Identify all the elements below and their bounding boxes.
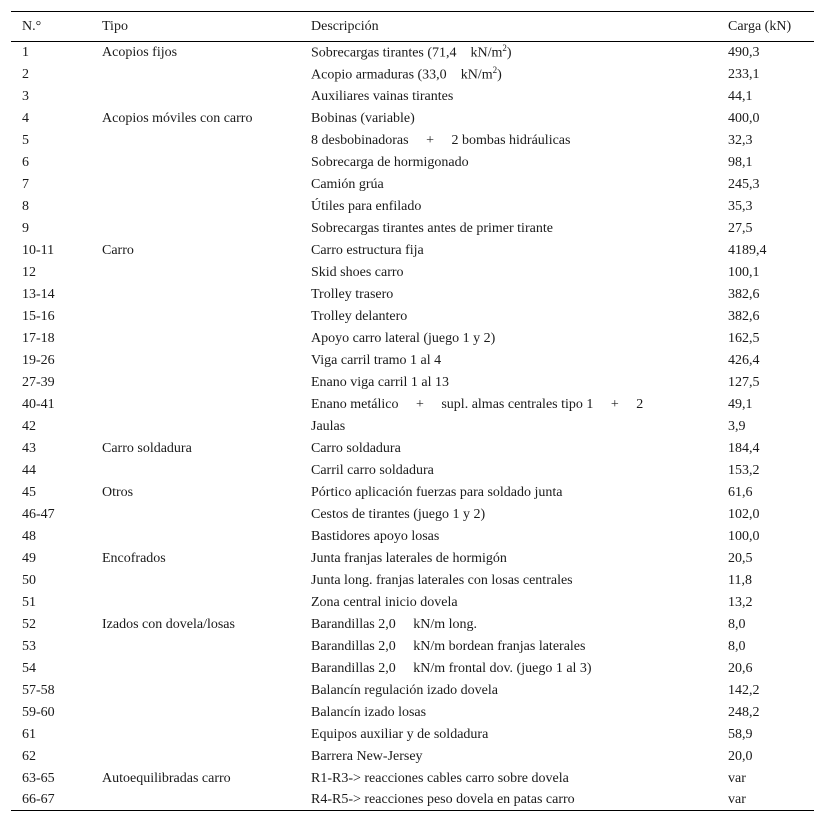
- cell-carga: 20,0: [728, 748, 753, 764]
- cell-carga: 142,2: [728, 682, 760, 698]
- cell-tipo: [102, 86, 311, 108]
- cell-descripcion: Junta franjas laterales de hormigón: [311, 550, 507, 566]
- cell-carga: 490,3: [728, 44, 760, 60]
- table-row: [11, 570, 814, 592]
- desc-text: Sobrecargas tirantes (71,4: [311, 46, 457, 62]
- cell-descripcion: 8 desbobinadoras + 2 bombas hidráulicas: [311, 132, 571, 148]
- cell-carga: 382,6: [728, 286, 760, 302]
- cell-no: 54: [22, 660, 36, 676]
- cell-tipo: [102, 350, 311, 372]
- desc-unit: kN/m: [470, 46, 503, 62]
- cell-carga: 426,4: [728, 352, 760, 368]
- cell-tipo: Autoequilibradas carro: [102, 770, 231, 786]
- cell-descripcion: Balancín regulación izado dovela: [311, 682, 498, 698]
- cell-no: 63-65: [22, 770, 55, 786]
- cell-no: 4: [22, 110, 29, 126]
- desc-unit: kN/m: [460, 67, 493, 83]
- cell-no: 13-14: [22, 286, 55, 302]
- cell-no: 48: [22, 528, 36, 544]
- desc-close: ): [506, 46, 512, 62]
- cell-carga: 245,3: [728, 176, 760, 192]
- cell-tipo: [102, 152, 311, 174]
- table-row: [11, 394, 814, 416]
- table-row: [11, 130, 814, 152]
- table-row: [11, 372, 814, 394]
- cell-carga: 382,6: [728, 308, 760, 324]
- cell-carga: 11,8: [728, 572, 752, 588]
- header-descripcion: Descripción: [311, 12, 728, 42]
- cell-carga: 32,3: [728, 132, 753, 148]
- cell-no: 45: [22, 484, 36, 500]
- table-row: [11, 152, 814, 174]
- cell-carga: 4189,4: [728, 242, 767, 258]
- cell-carga: 35,3: [728, 198, 753, 214]
- cell-tipo: Carro: [102, 242, 134, 258]
- cell-no: 62: [22, 748, 36, 764]
- table-header: [11, 12, 814, 42]
- desc-unit-exponent: 2: [502, 43, 507, 54]
- cell-descripcion: Trolley delantero: [311, 308, 408, 324]
- cell-tipo: Encofrados: [102, 550, 166, 566]
- cell-descripcion: Barandillas 2,0 kN/m frontal dov. (juego 1 al 3): [311, 660, 592, 676]
- cell-descripcion: Pórtico aplicación fuerzas para soldado junta: [311, 484, 563, 500]
- table-row: [11, 548, 814, 570]
- cell-tipo: [102, 636, 311, 658]
- cell-carga: 153,2: [728, 462, 760, 478]
- cell-no: 15-16: [22, 308, 55, 324]
- cell-tipo: [102, 218, 311, 240]
- cell-no: 7: [22, 176, 29, 192]
- cell-tipo: [102, 64, 311, 86]
- cell-descripcion: Carril carro soldadura: [311, 462, 434, 478]
- cell-descripcion: Enano viga carril 1 al 13: [311, 374, 450, 390]
- cell-no: 19-26: [22, 352, 55, 368]
- cell-carga: 102,0: [728, 506, 760, 522]
- cell-no: 17-18: [22, 330, 55, 346]
- cell-no: 9: [22, 220, 29, 236]
- cell-descripcion: Sobrecargas tirantes antes de primer tirante: [311, 220, 553, 236]
- table-row: [11, 724, 814, 746]
- cell-no: 59-60: [22, 704, 55, 720]
- cell-descripcion: Viga carril tramo 1 al 4: [311, 352, 442, 368]
- cell-carga: 44,1: [728, 88, 753, 104]
- table-row: [11, 438, 814, 460]
- table-row: [11, 746, 814, 768]
- cell-carga: 61,6: [728, 484, 753, 500]
- cell-tipo: [102, 592, 311, 614]
- cell-carga: 100,0: [728, 528, 760, 544]
- cell-no: 57-58: [22, 682, 55, 698]
- table-row: [11, 64, 814, 86]
- cell-no: 50: [22, 572, 36, 588]
- header-tipo: Tipo: [102, 12, 311, 42]
- cell-carga: 27,5: [728, 220, 753, 236]
- cell-carga: 233,1: [728, 66, 760, 82]
- cell-no: 12: [22, 264, 36, 280]
- table-row: [11, 658, 814, 680]
- table-row: [11, 768, 814, 790]
- table-row: [11, 218, 814, 240]
- table-row: [11, 350, 814, 372]
- cell-tipo: [102, 460, 311, 482]
- cell-no: 44: [22, 462, 36, 478]
- cell-tipo: [102, 372, 311, 394]
- cell-descripcion: Carro estructura fija: [311, 242, 424, 258]
- cell-carga: var: [728, 770, 746, 786]
- cell-no: 8: [22, 198, 29, 214]
- cell-tipo: [102, 790, 311, 811]
- loads-table: [11, 11, 814, 811]
- table-row: [11, 592, 814, 614]
- cell-carga: 100,1: [728, 264, 760, 280]
- desc-text: Acopio armaduras (33,0: [311, 67, 447, 83]
- cell-descripcion: Trolley trasero: [311, 286, 394, 302]
- cell-carga: 98,1: [728, 154, 753, 170]
- cell-descripcion: [311, 64, 728, 86]
- cell-tipo: [102, 306, 311, 328]
- cell-descripcion: Apoyo carro lateral (juego 1 y 2): [311, 330, 496, 346]
- cell-carga: 13,2: [728, 594, 753, 610]
- cell-tipo: Otros: [102, 484, 134, 500]
- table-row: [11, 240, 814, 262]
- cell-carga: var: [728, 790, 814, 811]
- cell-carga: 127,5: [728, 374, 760, 390]
- cell-carga: 58,9: [728, 726, 753, 742]
- cell-no: 42: [22, 418, 36, 434]
- cell-descripcion: Barrera New-Jersey: [311, 748, 423, 764]
- table-row: [11, 328, 814, 350]
- cell-carga: 20,5: [728, 550, 753, 566]
- cell-tipo: [102, 658, 311, 680]
- cell-no: 53: [22, 638, 36, 654]
- table-row: [11, 790, 814, 811]
- cell-descripcion: Carro soldadura: [311, 440, 401, 456]
- cell-descripcion: Jaulas: [311, 418, 346, 434]
- cell-tipo: Izados con dovela/losas: [102, 616, 235, 632]
- cell-no: 46-47: [22, 506, 55, 522]
- cell-no: 2: [22, 66, 29, 82]
- cell-no: 40-41: [22, 396, 55, 412]
- cell-tipo: [102, 284, 311, 306]
- cell-no: 5: [22, 132, 29, 148]
- table-row: [11, 680, 814, 702]
- cell-descripcion: Skid shoes carro: [311, 264, 404, 280]
- table-row: [11, 460, 814, 482]
- cell-no: 51: [22, 594, 36, 610]
- cell-descripcion: R1-R3-> reacciones cables carro sobre dovela: [311, 770, 569, 786]
- cell-tipo: [102, 262, 311, 284]
- cell-carga: 8,0: [728, 638, 746, 654]
- cell-no: 27-39: [22, 374, 55, 390]
- table-row: [11, 636, 814, 658]
- cell-no: 3: [22, 88, 29, 104]
- cell-tipo: [102, 174, 311, 196]
- cell-tipo: [102, 328, 311, 350]
- cell-no: 10-11: [22, 242, 55, 258]
- header-carga: Carga (kN): [728, 12, 814, 42]
- cell-descripcion: Auxiliares vainas tirantes: [311, 88, 454, 104]
- header-row: [11, 12, 814, 42]
- header-no: N.°: [11, 12, 102, 42]
- cell-carga: 49,1: [728, 396, 753, 412]
- table-row: [11, 702, 814, 724]
- cell-tipo: [102, 570, 311, 592]
- desc-unit-exponent: 2: [492, 65, 498, 76]
- cell-tipo: [102, 416, 311, 438]
- cell-carga: 162,5: [728, 330, 760, 346]
- cell-descripcion: Bobinas (variable): [311, 110, 415, 126]
- cell-tipo: [102, 196, 311, 218]
- table-row: [11, 482, 814, 504]
- cell-carga: 8,0: [728, 616, 746, 632]
- cell-descripcion: Camión grúa: [311, 176, 384, 192]
- cell-descripcion: Zona central inicio dovela: [311, 594, 458, 610]
- cell-descripcion: Bastidores apoyo losas: [311, 528, 440, 544]
- cell-carga: 184,4: [728, 440, 760, 456]
- cell-descripcion: [311, 42, 728, 64]
- table-row: [11, 416, 814, 438]
- cell-tipo: Acopios fijos: [102, 44, 178, 60]
- cell-descripcion: Útiles para enfilado: [311, 198, 422, 214]
- table-row: [11, 108, 814, 130]
- cell-descripcion: Enano metálico + supl. almas centrales tipo 1 + 2: [311, 396, 644, 412]
- cell-no: 61: [22, 726, 36, 742]
- table-row: [11, 306, 814, 328]
- cell-no: 6: [22, 154, 29, 170]
- cell-tipo: [102, 394, 311, 416]
- cell-descripcion: Junta long. franjas laterales con losas centrales: [311, 572, 573, 588]
- table-row: [11, 42, 814, 64]
- cell-no: 1: [22, 44, 29, 60]
- cell-no: 49: [22, 550, 36, 566]
- table-row: [11, 262, 814, 284]
- table-row: [11, 196, 814, 218]
- table-row: [11, 174, 814, 196]
- cell-no: 43: [22, 440, 36, 456]
- cell-tipo: Carro soldadura: [102, 440, 192, 456]
- cell-descripcion: Equipos auxiliar y de soldadura: [311, 726, 489, 742]
- cell-carga: 248,2: [728, 704, 760, 720]
- cell-tipo: [102, 526, 311, 548]
- cell-tipo: [102, 680, 311, 702]
- cell-no: 66-67: [11, 790, 102, 811]
- cell-descripcion: Sobrecarga de hormigonado: [311, 154, 469, 170]
- cell-tipo: [102, 130, 311, 152]
- table-row: [11, 86, 814, 108]
- cell-carga: 20,6: [728, 660, 753, 676]
- desc-close: ): [497, 67, 502, 83]
- cell-tipo: [102, 702, 311, 724]
- cell-descripcion: Barandillas 2,0 kN/m long.: [311, 616, 478, 632]
- cell-tipo: [102, 504, 311, 526]
- cell-tipo: [102, 724, 311, 746]
- table-row: [11, 526, 814, 548]
- cell-tipo: [102, 746, 311, 768]
- cell-tipo: Acopios móviles con carro: [102, 110, 253, 126]
- cell-carga: 400,0: [728, 110, 760, 126]
- table-row: [11, 614, 814, 636]
- cell-carga: 3,9: [728, 418, 746, 434]
- cell-descripcion: R4-R5-> reacciones peso dovela en patas carro: [311, 790, 728, 811]
- table-row: [11, 284, 814, 306]
- cell-descripcion: Cestos de tirantes (juego 1 y 2): [311, 506, 486, 522]
- cell-descripcion: Balancín izado losas: [311, 704, 427, 720]
- cell-no: 52: [22, 616, 36, 632]
- cell-descripcion: Barandillas 2,0 kN/m bordean franjas laterales: [311, 638, 586, 654]
- table-body: [11, 42, 814, 811]
- table-row: [11, 504, 814, 526]
